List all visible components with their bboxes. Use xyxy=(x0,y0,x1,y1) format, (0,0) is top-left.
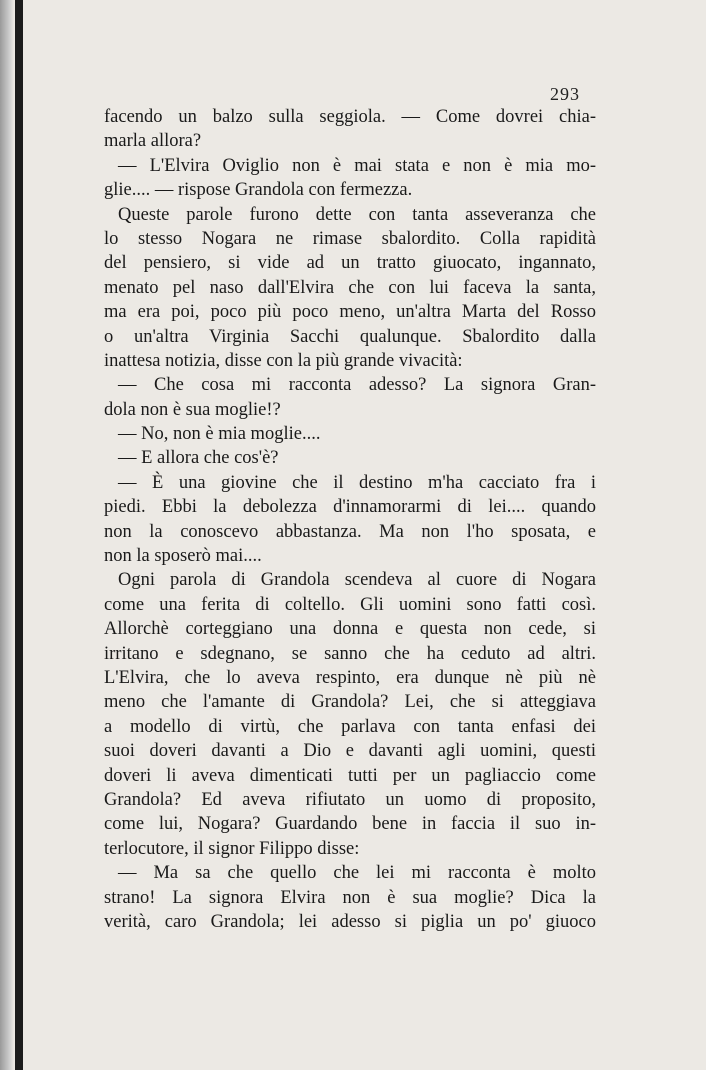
text-line: Allorchè corteggiano una donna e questa non cede, si xyxy=(104,619,596,640)
text-line: — No, non è mia moglie.... xyxy=(118,424,321,445)
text-line: come lui, Nogara? Guardando bene in faccia il suo in- xyxy=(104,814,596,835)
text-line: piedi. Ebbi la debolezza d'innamorarmi di lei.... quando xyxy=(104,497,596,518)
page-number: 293 xyxy=(550,84,580,104)
text-line: suoi doveri davanti a Dio e davanti agli uomini, questi xyxy=(104,741,596,762)
text-line: strano! La signora Elvira non è sua moglie? Dica la xyxy=(104,887,596,908)
text-line: — Ma sa che quello che lei mi racconta è molto xyxy=(118,863,596,884)
book-page-text xyxy=(104,105,596,934)
text-line: Queste parole furono dette con tanta asseveranza che xyxy=(118,204,596,225)
text-line: terlocutore, il signor Filippo disse: xyxy=(104,838,360,859)
text-line: inattesa notizia, disse con la più grande vivacità: xyxy=(104,350,463,371)
text-line: irritano e sdegnano, se sanno che ha ceduto ad altri. xyxy=(104,643,596,664)
text-line: verità, caro Grandola; lei adesso si piglia un po' giuoco xyxy=(104,911,596,932)
text-line: marla allora? xyxy=(104,131,202,152)
text-line: Ogni parola di Grandola scendeva al cuore di Nogara xyxy=(118,570,596,591)
text-line: lo stesso Nogara ne rimase sbalordito. Colla rapidità xyxy=(104,228,596,249)
text-line: del pensiero, si vide ad un tratto giuocato, ingannato, xyxy=(104,253,596,274)
text-line: a modello di virtù, che parlava con tanta enfasi dei xyxy=(104,716,596,737)
text-line: — L'Elvira Oviglio non è mai stata e non è mia mo- xyxy=(118,155,596,176)
binding-edge xyxy=(15,0,23,1070)
text-line: dola non è sua moglie!? xyxy=(104,399,281,420)
text-line: — Che cosa mi racconta adesso? La signora Gran- xyxy=(118,375,596,396)
text-line: L'Elvira, che lo aveva respinto, era dunque nè più nè xyxy=(104,667,596,688)
text-line: menato pel naso dall'Elvira che con lui faceva la santa, xyxy=(104,277,596,298)
text-line: come una ferita di coltello. Gli uomini sono fatti così. xyxy=(104,594,596,615)
text-line: non la sposerò mai.... xyxy=(104,546,262,567)
text-line: facendo un balzo sulla seggiola. — Come dovrei chia- xyxy=(104,107,596,127)
text-line: Grandola? Ed aveva rifiutato un uomo di proposito, xyxy=(104,789,596,810)
text-line: — È una giovine che il destino m'ha cacciato fra i xyxy=(118,472,596,493)
text-line: o un'altra Virginia Sacchi qualunque. Sbalordito dalla xyxy=(104,326,596,347)
text-line: ma era poi, poco più poco meno, un'altra Marta del Rosso xyxy=(104,302,596,323)
text-line: doveri li aveva dimenticati tutti per un pagliaccio come xyxy=(104,765,596,786)
text-line: meno che l'amante di Grandola? Lei, che si atteggiava xyxy=(104,692,596,713)
binding-shadow xyxy=(0,0,14,1070)
text-line: glie.... — rispose Grandola con fermezza. xyxy=(104,180,413,201)
text-line: non la conoscevo abbastanza. Ma non l'ho sposata, e xyxy=(104,521,596,542)
text-line: — E allora che cos'è? xyxy=(118,448,279,469)
